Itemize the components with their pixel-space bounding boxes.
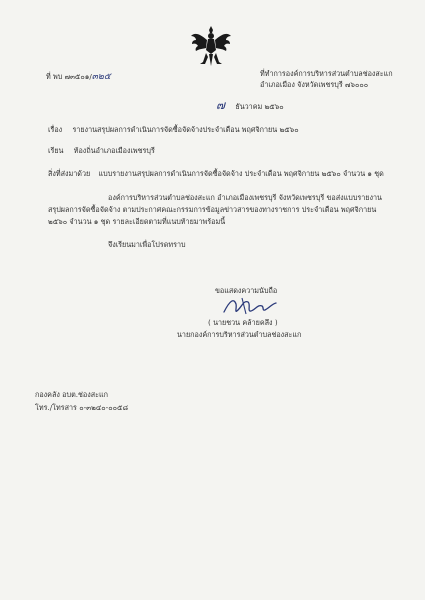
- date-month-year: ธันวาคม ๒๕๖๐: [235, 102, 284, 111]
- attachment-label: สิ่งที่ส่งมาด้วย: [48, 169, 91, 178]
- regards-line: ขอแสดงความนับถือ: [215, 286, 278, 295]
- garuda-emblem-icon: [190, 24, 232, 68]
- recipient-text: ท้องถิ่นอำเภอเมืองเพชรบุรี: [73, 146, 155, 155]
- signer-title: นายกองค์การบริหารส่วนตำบลช่องสะแก: [177, 330, 302, 339]
- attachment-line: [48, 169, 384, 178]
- attachment-text: แบบรายงานสรุปผลการดำเนินการจัดซื้อจัดจ้าง ประจำเดือน พฤศจิกายน ๒๕๖๐ จำนวน ๑ ชุด: [98, 169, 384, 178]
- doc-number-prefix: ที่ พบ ๗๓๕๐๑/: [46, 72, 92, 81]
- signer-name: ( นายชวน คล้ายคลึง ): [208, 318, 278, 327]
- closing-line: จึงเรียนมาเพื่อโปรดทราบ: [108, 240, 186, 249]
- recipient-label: เรียน: [48, 146, 64, 155]
- subject-line: [48, 125, 299, 134]
- footer-phone: โทร./โทรสาร ๐-๓๒๔๐-๐๐๕๘: [35, 403, 129, 412]
- recipient-line: [48, 146, 155, 155]
- date-day-handwritten: ๗: [216, 98, 226, 112]
- footer-division: กองคลัง อบต.ช่องสะแก: [35, 390, 108, 399]
- handwritten-signature-icon: [220, 294, 280, 318]
- office-address-line1: ที่ทำการองค์การบริหารส่วนตำบลช่องสะแก: [260, 69, 393, 78]
- doc-number: [46, 72, 111, 82]
- subject-text: รายงานสรุปผลการดำเนินการจัดซื้อจัดจ้างประจำเดือน พฤศจิกายน ๒๕๖๐: [72, 125, 299, 134]
- office-address-line2: อำเภอเมือง จังหวัดเพชรบุรี ๗๖๐๐๐: [260, 80, 369, 89]
- body-line-1: องค์การบริหารส่วนตำบลช่องสะแก อำเภอเมืองเพชรบุรี จังหวัดเพชรบุรี ขอส่งแบบรายงาน: [108, 193, 382, 202]
- body-line-2: สรุปผลการจัดซื้อจัดจ้าง ตามประกาศคณะกรรมการข้อมูลข่าวสารของทางราชการ ประจำเดือน พฤศจิกายน: [48, 205, 377, 214]
- letter-date: [216, 98, 284, 112]
- doc-number-handwritten: ๓๒๕: [91, 72, 111, 82]
- body-line-3: ๒๕๖๐ จำนวน ๑ ชุด รายละเอียดตามที่แนบท้ายมาพร้อมนี้: [48, 217, 226, 226]
- subject-label: เรื่อง: [48, 125, 63, 134]
